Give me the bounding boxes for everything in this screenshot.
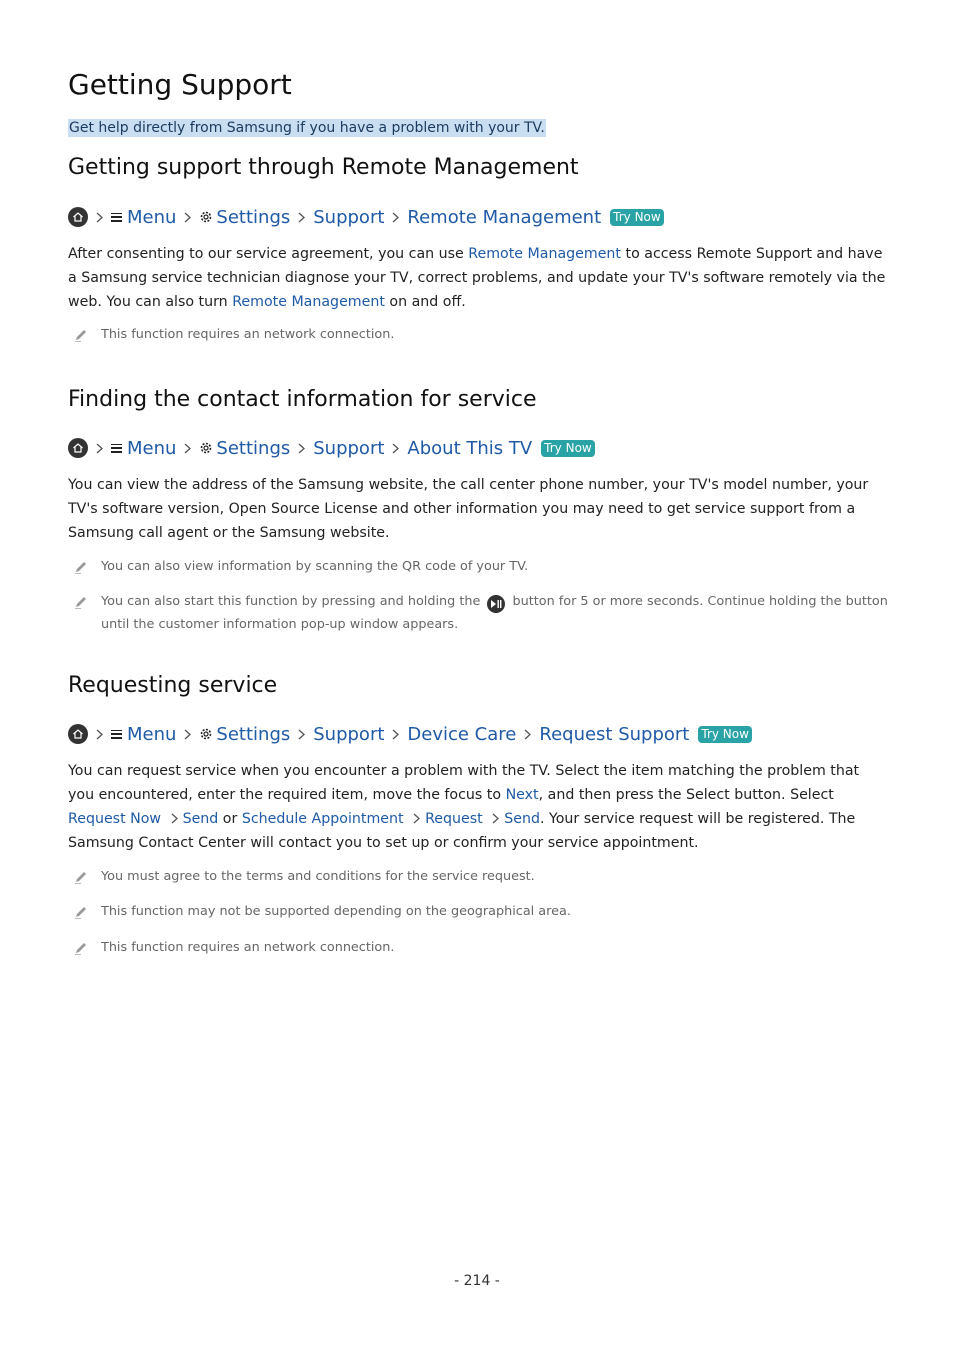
page-title: Getting Support: [68, 68, 292, 101]
link-schedule-appointment[interactable]: Schedule Appointment: [241, 811, 404, 827]
path-item-device-care[interactable]: Device Care: [407, 723, 517, 745]
path-item-about-this-tv[interactable]: About This TV: [407, 437, 533, 459]
path-item-settings[interactable]: Settings: [216, 206, 291, 228]
chevron-right-icon: [184, 729, 191, 740]
note: This function requires an network connection.: [74, 936, 888, 959]
chevron-right-icon: [96, 729, 103, 740]
chevron-right-icon: [298, 212, 305, 223]
note: This function requires an network connection.: [74, 323, 888, 346]
note: This function may not be supported depending on the geographical area.: [74, 900, 888, 923]
link-send[interactable]: Send: [182, 811, 219, 827]
link-request[interactable]: Request: [425, 811, 483, 827]
gear-icon: [199, 441, 213, 455]
path-item-support[interactable]: Support: [313, 206, 385, 228]
path-item-support[interactable]: Support: [313, 437, 385, 459]
menu-path-remote-management: [68, 205, 664, 229]
pencil-icon: [74, 559, 88, 573]
requesting-service-paragraph: You can request service when you encounter a problem with the TV. Select the item matching the problem that you encountered, enter the required item, move the focus to Next, and then press the Select button. Select Request Now Send or Schedule Appointment Request Send. Your service request will be registered. The Samsung Contact Center will contact you to set up or confirm your service appointment.: [68, 763, 860, 851]
chevron-right-icon: [392, 443, 399, 454]
chevron-right-icon: [184, 443, 191, 454]
home-icon: [68, 207, 88, 227]
path-item-support[interactable]: Support: [313, 723, 385, 745]
pencil-icon: [74, 904, 88, 918]
note: You must agree to the terms and conditions for the service request.: [74, 865, 888, 888]
path-item-menu[interactable]: Menu: [127, 723, 177, 745]
pencil-icon: [74, 327, 88, 341]
path-item-remote-management[interactable]: Remote Management: [407, 206, 602, 228]
link-remote-management-toggle[interactable]: Remote Management: [232, 294, 385, 310]
path-item-request-support[interactable]: Request Support: [539, 723, 690, 745]
home-icon: [68, 438, 88, 458]
chevron-right-icon: [161, 811, 183, 827]
chevron-right-icon: [298, 729, 305, 740]
chevron-right-icon: [404, 811, 426, 827]
remote-management-paragraph: After consenting to our service agreement, you can use Remote Management to access Remote Support and have a Samsung service technician diagnose your TV, correct problems, and update your TV's software remotely via the web. You can also turn Remote Management on and off.: [68, 246, 886, 310]
chevron-right-icon: [392, 729, 399, 740]
section-heading-contact-info: Finding the contact information for service: [68, 387, 537, 412]
pencil-icon: [74, 869, 88, 883]
try-now-button[interactable]: Try Now: [541, 440, 595, 457]
section-heading-remote-management: Getting support through Remote Management: [68, 155, 579, 180]
note: You can also view information by scanning the QR code of your TV.: [74, 555, 888, 578]
menu-icon: [111, 730, 122, 739]
try-now-button[interactable]: Try Now: [698, 726, 752, 743]
chevron-right-icon: [483, 811, 505, 827]
page-subtitle: Get help directly from Samsung if you have a problem with your TV.: [69, 120, 545, 136]
link-request-now[interactable]: Request Now: [68, 811, 162, 827]
gear-icon: [199, 727, 213, 741]
contact-info-paragraph: You can view the address of the Samsung website, the call center phone number, your TV's model number, your TV's software version, Open Source License and other information you may need to get service support from a Samsung call agent or the Samsung website.: [68, 477, 869, 541]
link-send-final[interactable]: Send: [504, 811, 540, 827]
chevron-right-icon: [96, 443, 103, 454]
chevron-right-icon: [184, 212, 191, 223]
path-item-settings[interactable]: Settings: [216, 723, 291, 745]
chevron-right-icon: [298, 443, 305, 454]
note: You can also start this function by pressing and holding the button for 5 or more seconds. Continue holding the button until the customer information pop-up window appears.: [74, 590, 888, 636]
menu-icon: [111, 444, 122, 453]
play-pause-button-icon: [487, 595, 505, 613]
path-item-settings[interactable]: Settings: [216, 437, 291, 459]
try-now-button[interactable]: Try Now: [610, 209, 664, 226]
menu-path-request-support: [68, 722, 752, 746]
home-icon: [68, 724, 88, 744]
chevron-right-icon: [524, 729, 531, 740]
link-next[interactable]: Next: [505, 787, 539, 803]
path-item-menu[interactable]: Menu: [127, 206, 177, 228]
pencil-icon: [74, 594, 88, 608]
menu-path-about-this-tv: [68, 436, 595, 460]
chevron-right-icon: [392, 212, 399, 223]
menu-icon: [111, 213, 122, 222]
page-number: - 214 -: [454, 1273, 500, 1289]
gear-icon: [199, 210, 213, 224]
path-item-menu[interactable]: Menu: [127, 437, 177, 459]
section-heading-requesting-service: Requesting service: [68, 673, 278, 698]
pencil-icon: [74, 940, 88, 954]
chevron-right-icon: [96, 212, 103, 223]
link-remote-management[interactable]: Remote Management: [468, 246, 621, 262]
